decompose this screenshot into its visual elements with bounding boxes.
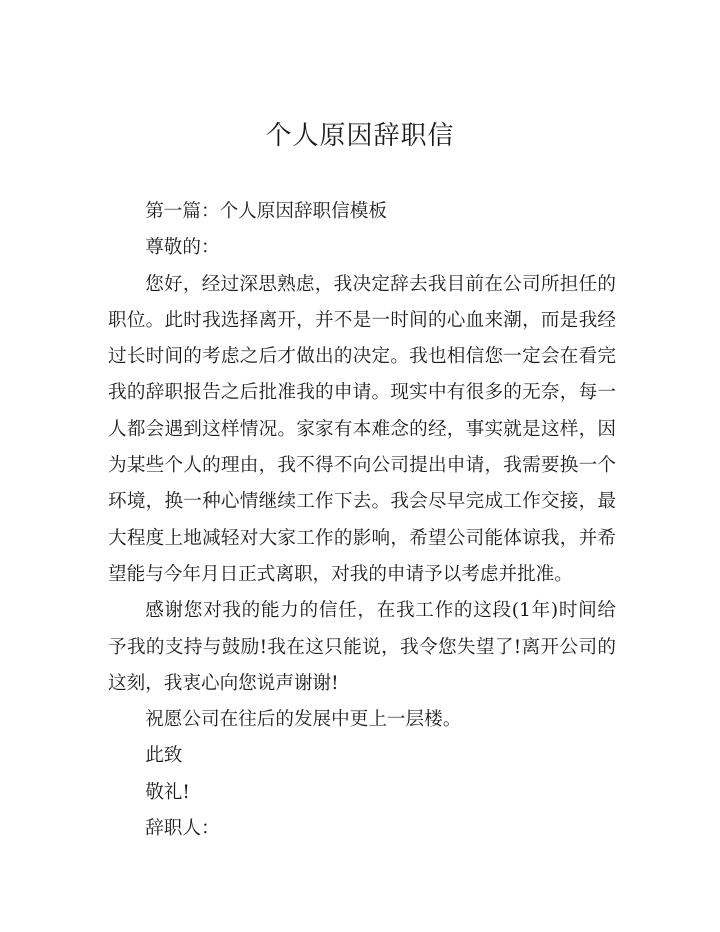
- body-paragraph-wishes: 祝愿公司在往后的发展中更上一层楼。: [145, 709, 462, 731]
- signature-label: 辞职人：: [145, 818, 220, 840]
- salutation: 尊敬的：: [145, 237, 220, 259]
- closing-phrase: 此致: [145, 745, 183, 767]
- section-heading: 第一篇：个人原因辞职信模板: [145, 201, 387, 222]
- body-paragraph-main: 您好，经过深思熟虑，我决定辞去我目前在公司所担任的职位。此时我选择离开，并不是一时间的心血来潮，而是我经过长时间的考虑之后才做出的决定。我也相信您一定会在看完我的辞职报告之后批准我的申请。现实中有很多的无奈，每一人都会遇到这样情况。家家有本难念的经，事实就是这样，因为某些个人的理由，我不得不向公司提出申请，我需要换一个环境，换一种心情继续工作下去。我会尽早完成工作交接，最大程度上地减轻对大家工作的影响，希望公司能体谅我，并希望能与今年月日正式离职，对我的申请予以考虑并批准。: [108, 273, 616, 585]
- document-title: 个人原因辞职信: [265, 121, 455, 151]
- closing-salute: 敬礼!: [145, 781, 190, 803]
- document-body: [108, 194, 616, 847]
- body-paragraph-thanks: 感谢您对我的能力的信任，在我工作的这段(1年)时间给予我的支持与鼓励!我在这只能说，我令您失望了!离开公司的这刻，我衷心向您说声谢谢!: [108, 600, 616, 694]
